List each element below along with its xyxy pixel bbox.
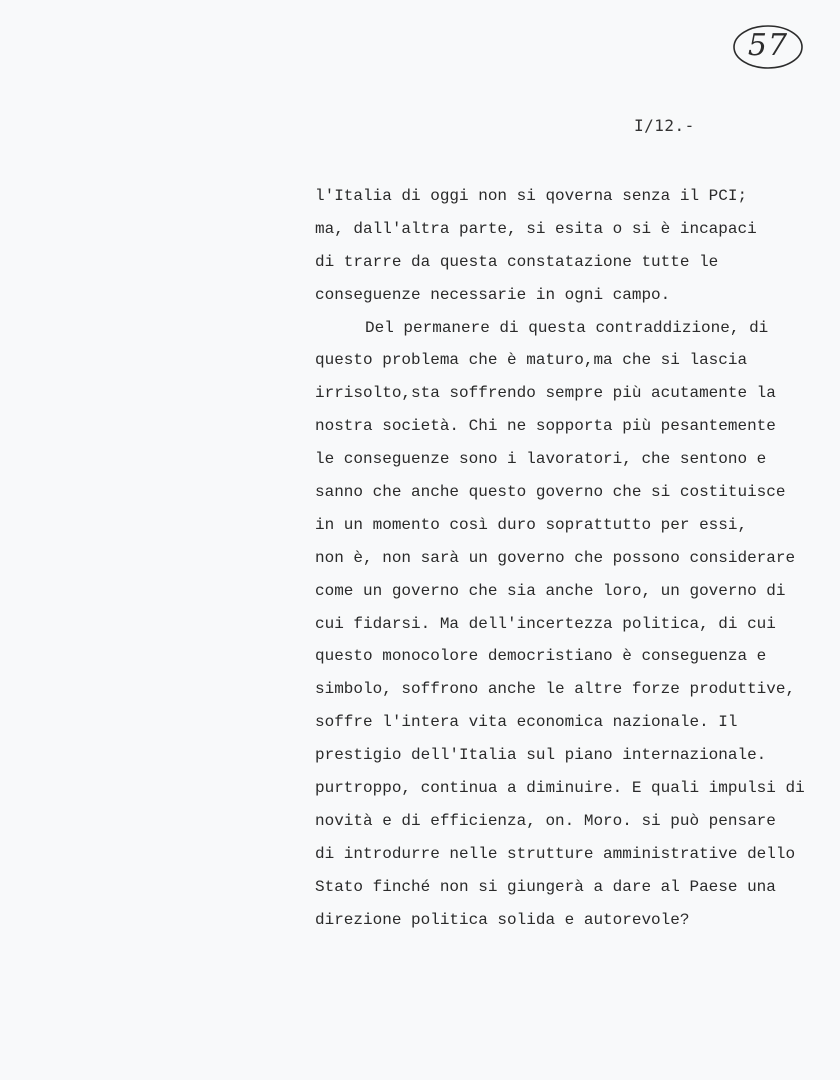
text-line: cui fidarsi. Ma dell'incertezza politica, di cui [315, 614, 776, 633]
text-line: questo problema che è maturo,ma che si lascia [315, 351, 748, 370]
page-reference-code: I/12.- [634, 116, 695, 135]
text-line: l'Italia di oggi non si qoverna senza il PCI; [315, 187, 748, 205]
text-line: sanno che anche questo governo che si costituisce [315, 483, 786, 502]
text-line: questo monocolore democristiano è conseguenza e [315, 647, 767, 666]
text-line: non è, non sarà un governo che possono considerare [315, 548, 796, 567]
text-line: novità e di efficienza, on. Moro. si può pensare [315, 811, 776, 830]
text-line: ma, dall'altra parte, si esita o si è incapaci [315, 219, 757, 238]
text-line: nostra società. Chi ne sopporta più pesantemente [315, 417, 776, 436]
text-line: simbolo, soffrono anche le altre forze produttive, [315, 680, 796, 699]
text-line: in un momento così duro soprattutto per essi, [315, 515, 748, 534]
text-line: conseguenze necessarie in ogni campo. [315, 285, 671, 304]
body-text [315, 180, 825, 936]
page-number-stamp [730, 22, 806, 72]
text-line: soffre l'intera vita economica nazionale. Il [315, 713, 738, 732]
text-line: di trarre da questa constatazione tutte le [315, 252, 719, 271]
text-line: purtroppo, continua a diminuire. E quali impulsi di [315, 779, 805, 798]
text-line: di introdurre nelle strutture amministrative dello [315, 844, 796, 863]
text-line: le conseguenze sono i lavoratori, che sentono e [315, 450, 767, 469]
text-line: come un governo che sia anche loro, un governo di [315, 581, 786, 600]
stamp-number: 57 [747, 28, 789, 63]
text-line: irrisolto,sta soffrendo sempre più acutamente la [315, 384, 776, 403]
text-line: direzione politica solida e autorevole? [315, 910, 690, 929]
text-line: Stato finché non si giungerà a dare al Paese una [315, 877, 776, 896]
text-line: prestigio dell'Italia sul piano internazionale. [315, 746, 767, 765]
text-line: Del permanere di questa contraddizione, di [365, 318, 769, 337]
